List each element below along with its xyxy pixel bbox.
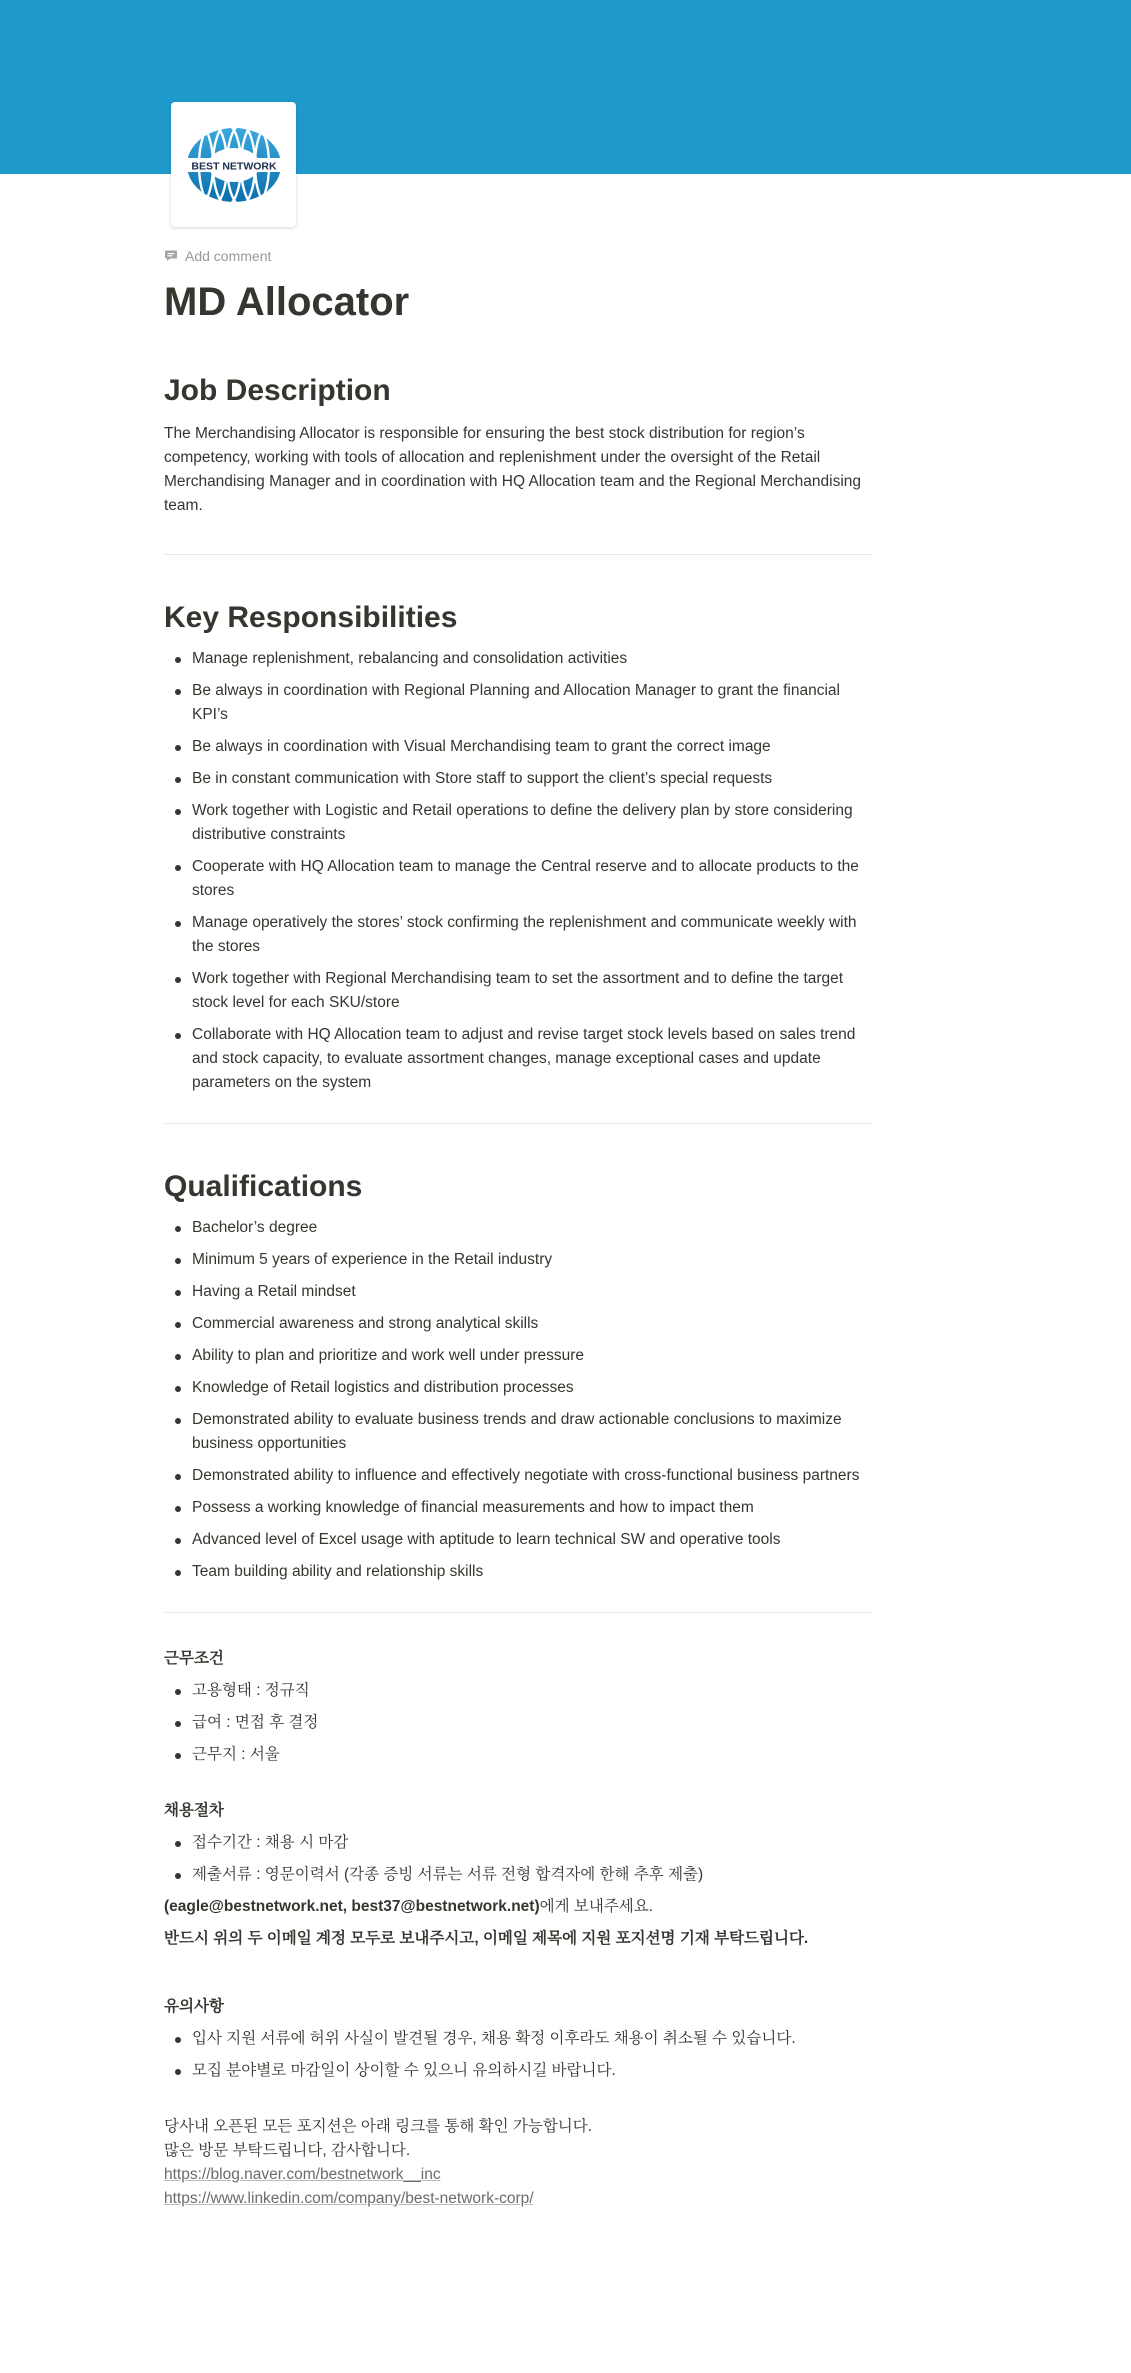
- list-item: 입사 지원 서류에 허위 사실이 발견될 경우, 채용 확정 이후라도 채용이 취소될 수 있습니다.: [192, 2027, 872, 2051]
- cautions-list: [164, 2027, 872, 2083]
- qualifications-heading: Qualifications: [164, 1170, 363, 1203]
- email-instruction-suffix: 에게 보내주세요.: [539, 1898, 654, 1915]
- list-item: Manage replenishment, rebalancing and consolidation activities: [192, 647, 872, 671]
- divider: [164, 1123, 872, 1124]
- footer-line-1: 당사내 오픈된 모든 포지션은 아래 링크를 통해 확인 가능합니다.: [164, 2118, 593, 2135]
- list-item: Commercial awareness and strong analytical skills: [192, 1312, 872, 1336]
- divider: [164, 554, 872, 555]
- responsibilities-list: [164, 647, 872, 1095]
- linkedin-link[interactable]: https://www.linkedin.com/company/best-network-corp/: [164, 2190, 534, 2207]
- list-item: Be always in coordination with Regional Planning and Allocation Manager to grant the financial KPI’s: [192, 679, 872, 727]
- job-description-text: The Merchandising Allocator is responsible for ensuring the best stock distribution for region’s competency, working with tools of allocation and replenishment under the oversight of the Retail Merchandising Manager and in coordination with HQ Allocation team and the Regional Merchandising team.: [164, 425, 862, 514]
- page-title[interactable]: MD Allocator: [164, 280, 410, 324]
- naver-blog-link[interactable]: https://blog.naver.com/bestnetwork__inc: [164, 2166, 441, 2183]
- list-item: Minimum 5 years of experience in the Retail industry: [192, 1248, 872, 1272]
- list-item: Demonstrated ability to evaluate business trends and draw actionable conclusions to maximize business opportunities: [192, 1408, 872, 1456]
- page-icon-logo[interactable]: [171, 102, 296, 227]
- comment-icon: [164, 249, 178, 263]
- conditions-list: [164, 1679, 872, 1767]
- list-item: Bachelor’s degree: [192, 1216, 872, 1240]
- list-item: Possess a working knowledge of financial measurements and how to impact them: [192, 1496, 872, 1520]
- list-item: Advanced level of Excel usage with aptitude to learn technical SW and operative tools: [192, 1528, 872, 1552]
- list-item: Team building ability and relationship skills: [192, 1560, 872, 1584]
- list-item: 근무지 : 서울: [192, 1743, 872, 1767]
- list-item: Ability to plan and prioritize and work well under pressure: [192, 1344, 872, 1368]
- list-item: Manage operatively the stores’ stock confirming the replenishment and communicate weekly with the stores: [192, 911, 872, 959]
- list-item: Cooperate with HQ Allocation team to manage the Central reserve and to allocate products to the stores: [192, 855, 872, 903]
- logo-text: BEST NETWORK: [190, 160, 277, 172]
- add-comment-label: Add comment: [185, 248, 272, 264]
- list-item: Be in constant communication with Store staff to support the client’s special requests: [192, 767, 872, 791]
- email-notice: 반드시 위의 두 이메일 계정 모두로 보내주시고, 이메일 제목에 지원 포지션명 기재 부탁드립니다.: [164, 1930, 809, 1947]
- qualifications-section: [164, 1168, 872, 1584]
- process-heading: 채용절차: [164, 1802, 224, 1819]
- list-item: Work together with Logistic and Retail operations to define the delivery plan by store considering distributive constraints: [192, 799, 872, 847]
- conditions-heading: 근무조건: [164, 1650, 224, 1667]
- conditions-section: [164, 1647, 872, 1767]
- list-item: Having a Retail mindset: [192, 1280, 872, 1304]
- list-item: 접수기간 : 채용 시 마감: [192, 1831, 872, 1855]
- footer-section: [164, 2115, 872, 2211]
- list-item: Work together with Regional Merchandising team to set the assortment and to define the target stock level for each SKU/store: [192, 967, 872, 1015]
- list-item: Demonstrated ability to influence and effectively negotiate with cross-functional business partners: [192, 1464, 872, 1488]
- page-content: [164, 246, 872, 2211]
- list-item: 모집 분야별로 마감일이 상이할 수 있으니 유의하시길 바랍니다.: [192, 2059, 872, 2083]
- process-section: [164, 1799, 872, 1951]
- process-list: [164, 1831, 872, 1887]
- responsibilities-heading: Key Responsibilities: [164, 601, 458, 634]
- page-cover: [0, 0, 1131, 174]
- list-item: 고용형태 : 정규직: [192, 1679, 872, 1703]
- list-item: Knowledge of Retail logistics and distribution processes: [192, 1376, 872, 1400]
- list-item: 제출서류 : 영문이력서 (각종 증빙 서류는 서류 전형 합격자에 한해 추후 제출): [192, 1863, 872, 1887]
- list-item: Be always in coordination with Visual Merchandising team to grant the correct image: [192, 735, 872, 759]
- email-addresses: (eagle@bestnetwork.net, best37@bestnetwork.net): [164, 1898, 540, 1915]
- cautions-heading: 유의사항: [164, 1998, 224, 2015]
- list-item: Collaborate with HQ Allocation team to adjust and revise target stock levels based on sales trend and stock capacity, to evaluate assortment changes, manage exceptional cases and update parameters on the system: [192, 1023, 872, 1095]
- best-network-logo-icon: [185, 126, 283, 204]
- list-item: 급여 : 면접 후 결정: [192, 1711, 872, 1735]
- job-description-section: [164, 372, 872, 518]
- cautions-section: [164, 1995, 872, 2083]
- qualifications-list: [164, 1216, 872, 1584]
- add-comment-button[interactable]: [164, 246, 872, 266]
- responsibilities-section: [164, 599, 872, 1095]
- divider: [164, 1612, 872, 1613]
- footer-line-2: 많은 방문 부탁드립니다, 감사합니다.: [164, 2142, 411, 2159]
- email-instruction: [164, 1895, 872, 1919]
- job-description-heading: Job Description: [164, 374, 391, 407]
